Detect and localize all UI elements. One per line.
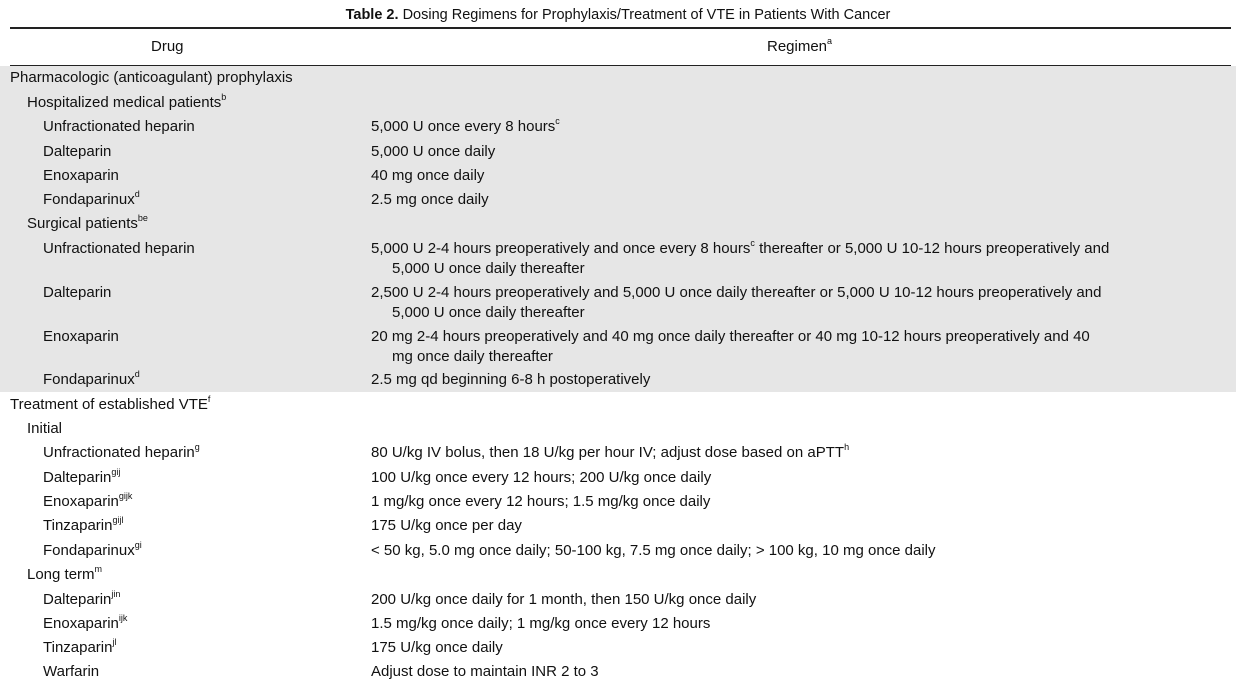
drug-cell: Unfractionated heparin [43, 240, 195, 257]
drug-cell: Enoxaparin$^{gijk}$ [43, 491, 133, 510]
regimen-cell: Adjust dose to maintain INR 2 to 3 [371, 663, 599, 680]
column-header-regimen-label: Regimen [767, 38, 828, 55]
drug-cell: Hospitalized medical patients$^b$ [27, 92, 227, 111]
drug-cell: Unfractionated heparin$^g$ [43, 442, 200, 461]
regimen-cell: 2.5 mg once daily [371, 191, 489, 208]
drug-cell: Enoxaparin [43, 167, 119, 184]
column-header-drug-label: Drug [151, 38, 184, 55]
table-caption-text: Dosing Regimens for Prophylaxis/Treatment of VTE in Patients With Cancer [402, 7, 891, 23]
regimen-cell: 20 mg 2-4 hours preoperatively and 40 mg once daily thereafter or 40 mg 10-12 hours preoperatively and 40 mg once daily thereafter [371, 328, 1090, 365]
drug-cell: Surgical patients$^{be}$ [27, 213, 148, 232]
drug-cell: Pharmacologic (anticoagulant) prophylaxis [10, 69, 293, 86]
regimen-cell: 5,000 U once every 8 hours$^c$ [371, 116, 560, 135]
drug-cell: Initial [27, 420, 63, 437]
regimen-cell: 40 mg once daily [371, 167, 485, 184]
drug-cell: Dalteparin$^{gij}$ [43, 467, 121, 486]
column-header-drug [151, 37, 184, 57]
drug-cell: Warfarin [43, 663, 100, 680]
drug-cell: Tinzaparin$^{gijl}$ [43, 515, 124, 534]
table-caption-label: Table 2. [345, 7, 399, 23]
regimen-cell: 100 U/kg once every 12 hours; 200 U/kg once daily [371, 469, 712, 486]
drug-cell: Enoxaparin [43, 328, 119, 345]
drug-cell: Tinzaparin$^{jl}$ [43, 637, 117, 656]
drug-cell: Fondaparinux$^d$ [43, 189, 140, 208]
drug-cell: Treatment of established VTE$^f$ [10, 394, 211, 413]
drug-cell: Dalteparin [43, 143, 112, 160]
drug-cell: Enoxaparin$^{ijk}$ [43, 613, 128, 632]
drug-cell: Fondaparinux$^d$ [43, 369, 140, 388]
regimen-cell: 2,500 U 2-4 hours preoperatively and 5,000 U once daily thereafter or 5,000 U 10-12 hours preoperatively and 5,000 U once daily thereafter [371, 284, 1102, 321]
drug-cell: Dalteparin$^{jin}$ [43, 589, 121, 608]
table-caption [0, 5, 1236, 25]
regimen-cell: 1.5 mg/kg once daily; 1 mg/kg once every 12 hours [371, 615, 711, 632]
drug-cell: Long term$^m$ [27, 564, 103, 583]
drug-cell: Unfractionated heparin [43, 118, 195, 135]
regimen-cell: 175 U/kg once per day [371, 517, 522, 534]
regimen-cell: 200 U/kg once daily for 1 month, then 150 U/kg once daily [371, 591, 757, 608]
regimen-cell: 2.5 mg qd beginning 6-8 h postoperatively [371, 371, 651, 388]
column-header-regimen [767, 37, 832, 57]
drug-cell: Fondaparinux$^{gi}$ [43, 540, 142, 559]
regimen-cell: 80 U/kg IV bolus, then 18 U/kg per hour IV; adjust dose based on aPTT$^h$ [371, 442, 850, 461]
regimen-cell: 1 mg/kg once every 12 hours; 1.5 mg/kg once daily [371, 493, 711, 510]
regimen-cell: 5,000 U once daily [371, 143, 496, 160]
table-top-rule [10, 27, 1231, 29]
regimen-cell: < 50 kg, 5.0 mg once daily; 50-100 kg, 7.5 mg once daily; > 100 kg, 10 mg once daily [371, 542, 936, 559]
column-header-regimen-footnote: a [827, 36, 833, 46]
regimen-cell: 175 U/kg once daily [371, 639, 503, 656]
drug-cell: Dalteparin [43, 284, 112, 301]
regimen-cell: 5,000 U 2-4 hours preoperatively and once every 8 hours$^c$ thereafter or 5,000 U 10-12 hours preoperatively and 5,000 U once daily thereafter [371, 238, 1110, 277]
